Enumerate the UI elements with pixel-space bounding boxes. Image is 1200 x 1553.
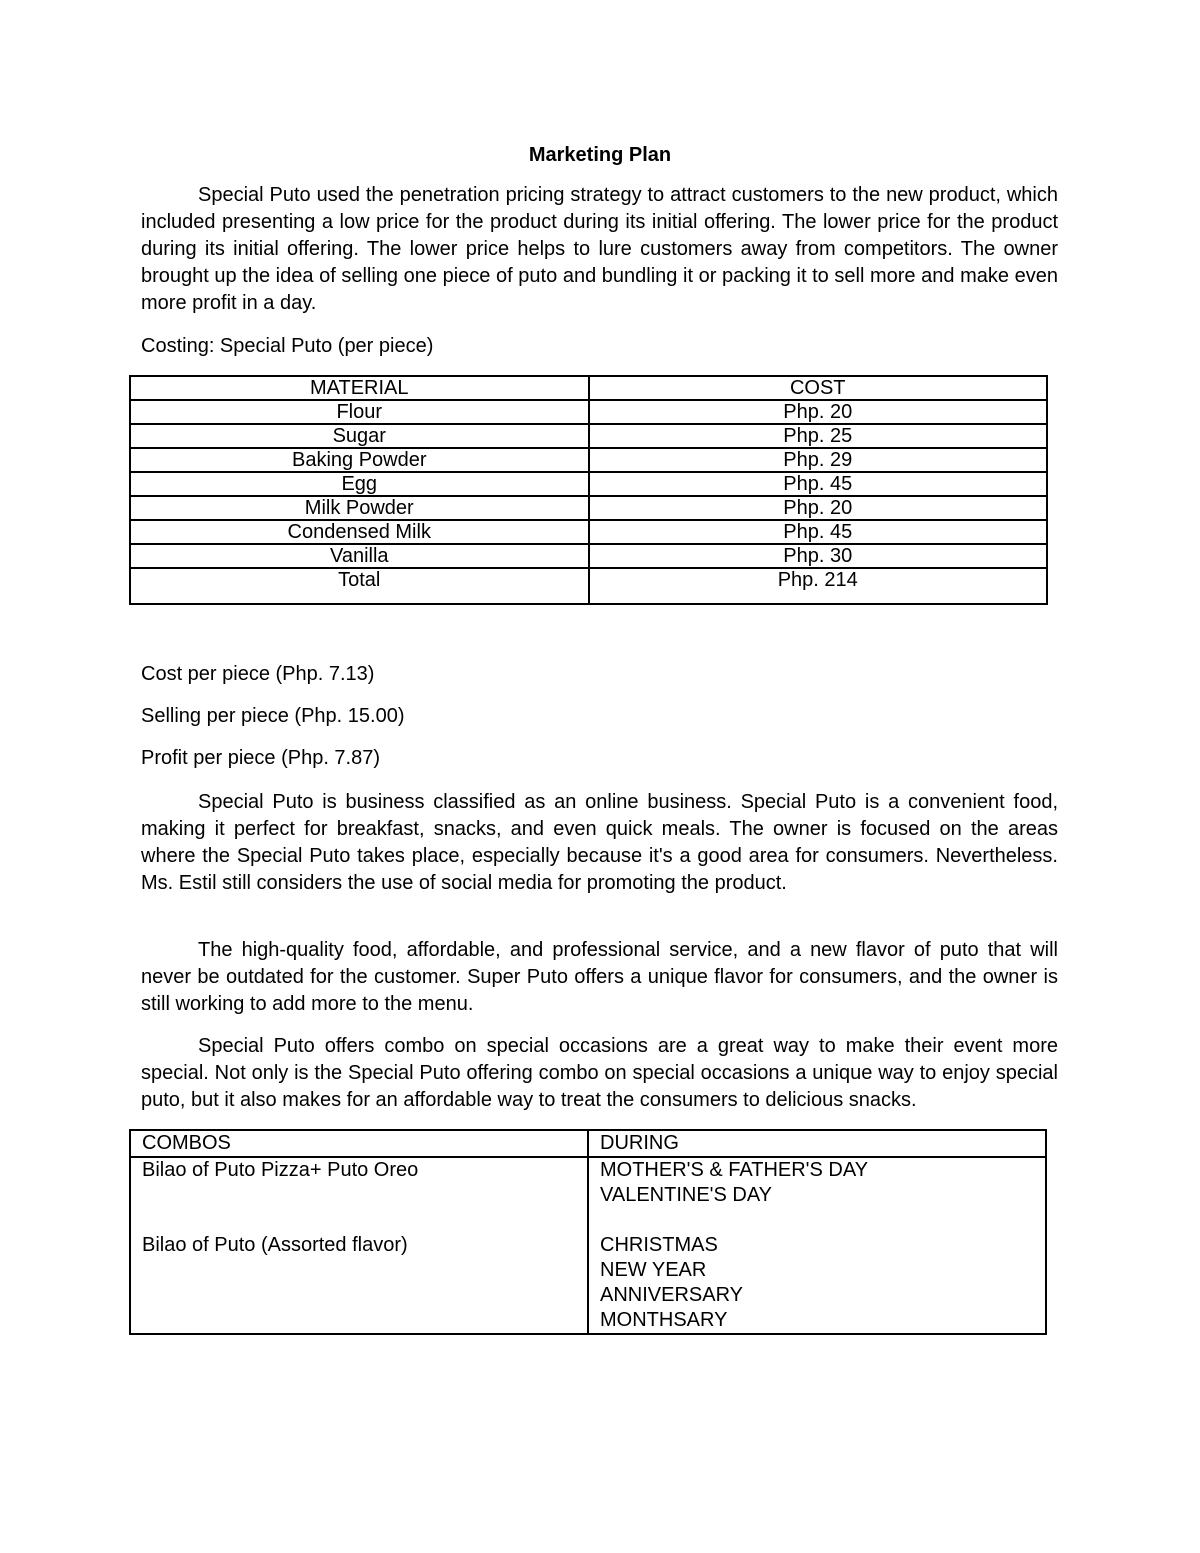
occasion: CHRISTMAS <box>600 1234 718 1256</box>
cost-cell: Php. 45 <box>589 472 1048 496</box>
material-cell: Vanilla <box>130 544 589 568</box>
selling-per-piece: Selling per piece (Php. 15.00) <box>141 705 405 727</box>
costing-table <box>129 375 1048 605</box>
combo-name: Bilao of Puto (Assorted flavor) <box>142 1234 408 1256</box>
cost-cell: Php. 45 <box>589 520 1048 544</box>
material-cell: Sugar <box>130 424 589 448</box>
combos-header: COMBOS <box>130 1130 588 1157</box>
material-cell: Egg <box>130 472 589 496</box>
spacer <box>142 1308 587 1333</box>
cost-cell: Php. 29 <box>589 448 1048 472</box>
combos-table-header <box>130 1130 1046 1157</box>
occasion: NEW YEAR <box>600 1259 707 1281</box>
spacer <box>142 1208 587 1233</box>
table-row <box>130 448 1047 472</box>
cost-cell: Php. 20 <box>589 496 1048 520</box>
total-row <box>130 568 1047 604</box>
combo-cell <box>130 1157 588 1334</box>
table-row <box>130 496 1047 520</box>
spacer <box>142 1283 587 1308</box>
quality-paragraph: The high-quality food, affordable, and professional service, and a new flavor of puto that will never be outdated for the customer. Super Puto offers a unique flavor for consumers, and the owner is still working to add more to the menu. <box>141 939 1058 1015</box>
occasion: VALENTINE'S DAY <box>600 1184 773 1206</box>
spacer <box>600 1208 1045 1233</box>
total-cost-cell: Php. 214 <box>589 568 1048 604</box>
table-row <box>130 424 1047 448</box>
combo-name: Bilao of Puto Pizza+ Puto Oreo <box>142 1159 419 1181</box>
cost-header: COST <box>589 376 1048 400</box>
table-row <box>130 520 1047 544</box>
table-row <box>130 544 1047 568</box>
material-cell: Flour <box>130 400 589 424</box>
spacer <box>142 1183 587 1208</box>
combos-paragraph: Special Puto offers combo on special occasions are a great way to make their event more special. Not only is the Special Puto offering combo on special occasions a unique way to enjoy special puto, but it also makes for an affordable way to treat the consumers to delicious snacks. <box>141 1035 1058 1111</box>
table-row <box>130 400 1047 424</box>
during-header: DURING <box>588 1130 1046 1157</box>
cost-cell: Php. 25 <box>589 424 1048 448</box>
costing-label: Costing: Special Puto (per piece) <box>141 335 434 357</box>
table-row <box>130 472 1047 496</box>
cost-per-piece: Cost per piece (Php. 7.13) <box>141 663 375 685</box>
occasion: MOTHER'S & FATHER'S DAY <box>600 1159 869 1181</box>
material-cell: Baking Powder <box>130 448 589 472</box>
spacer <box>142 1258 587 1283</box>
costing-table-header <box>130 376 1047 400</box>
material-cell: Condensed Milk <box>130 520 589 544</box>
document-title: Marketing Plan <box>528 144 672 166</box>
combos-table <box>129 1129 1047 1335</box>
cost-cell: Php. 20 <box>589 400 1048 424</box>
table-row <box>130 1157 1046 1334</box>
profit-per-piece: Profit per piece (Php. 7.87) <box>141 747 381 769</box>
occasion: ANNIVERSARY <box>600 1284 744 1306</box>
material-cell: Milk Powder <box>130 496 589 520</box>
during-cell <box>588 1157 1046 1334</box>
intro-paragraph: Special Puto used the penetration pricing strategy to attract customers to the new product, which included presenting a low price for the product during its initial offering. The lower price for the product during its initial offering. The lower price helps to lure customers away from competitors. The owner brought up the idea of selling one piece of puto and bundling it or packing it to sell more and make even more profit in a day. <box>141 184 1058 314</box>
business-paragraph: Special Puto is business classified as an online business. Special Puto is a convenient food, making it perfect for breakfast, snacks, and even quick meals. The owner is focused on the areas where the Special Puto takes place, especially because it's a good area for consumers. Nevertheless. Ms. Estil still considers the use of social media for promoting the product. <box>141 791 1058 894</box>
cost-cell: Php. 30 <box>589 544 1048 568</box>
material-header: MATERIAL <box>130 376 589 400</box>
occasion: MONTHSARY <box>600 1309 728 1331</box>
total-label-cell: Total <box>130 568 589 604</box>
